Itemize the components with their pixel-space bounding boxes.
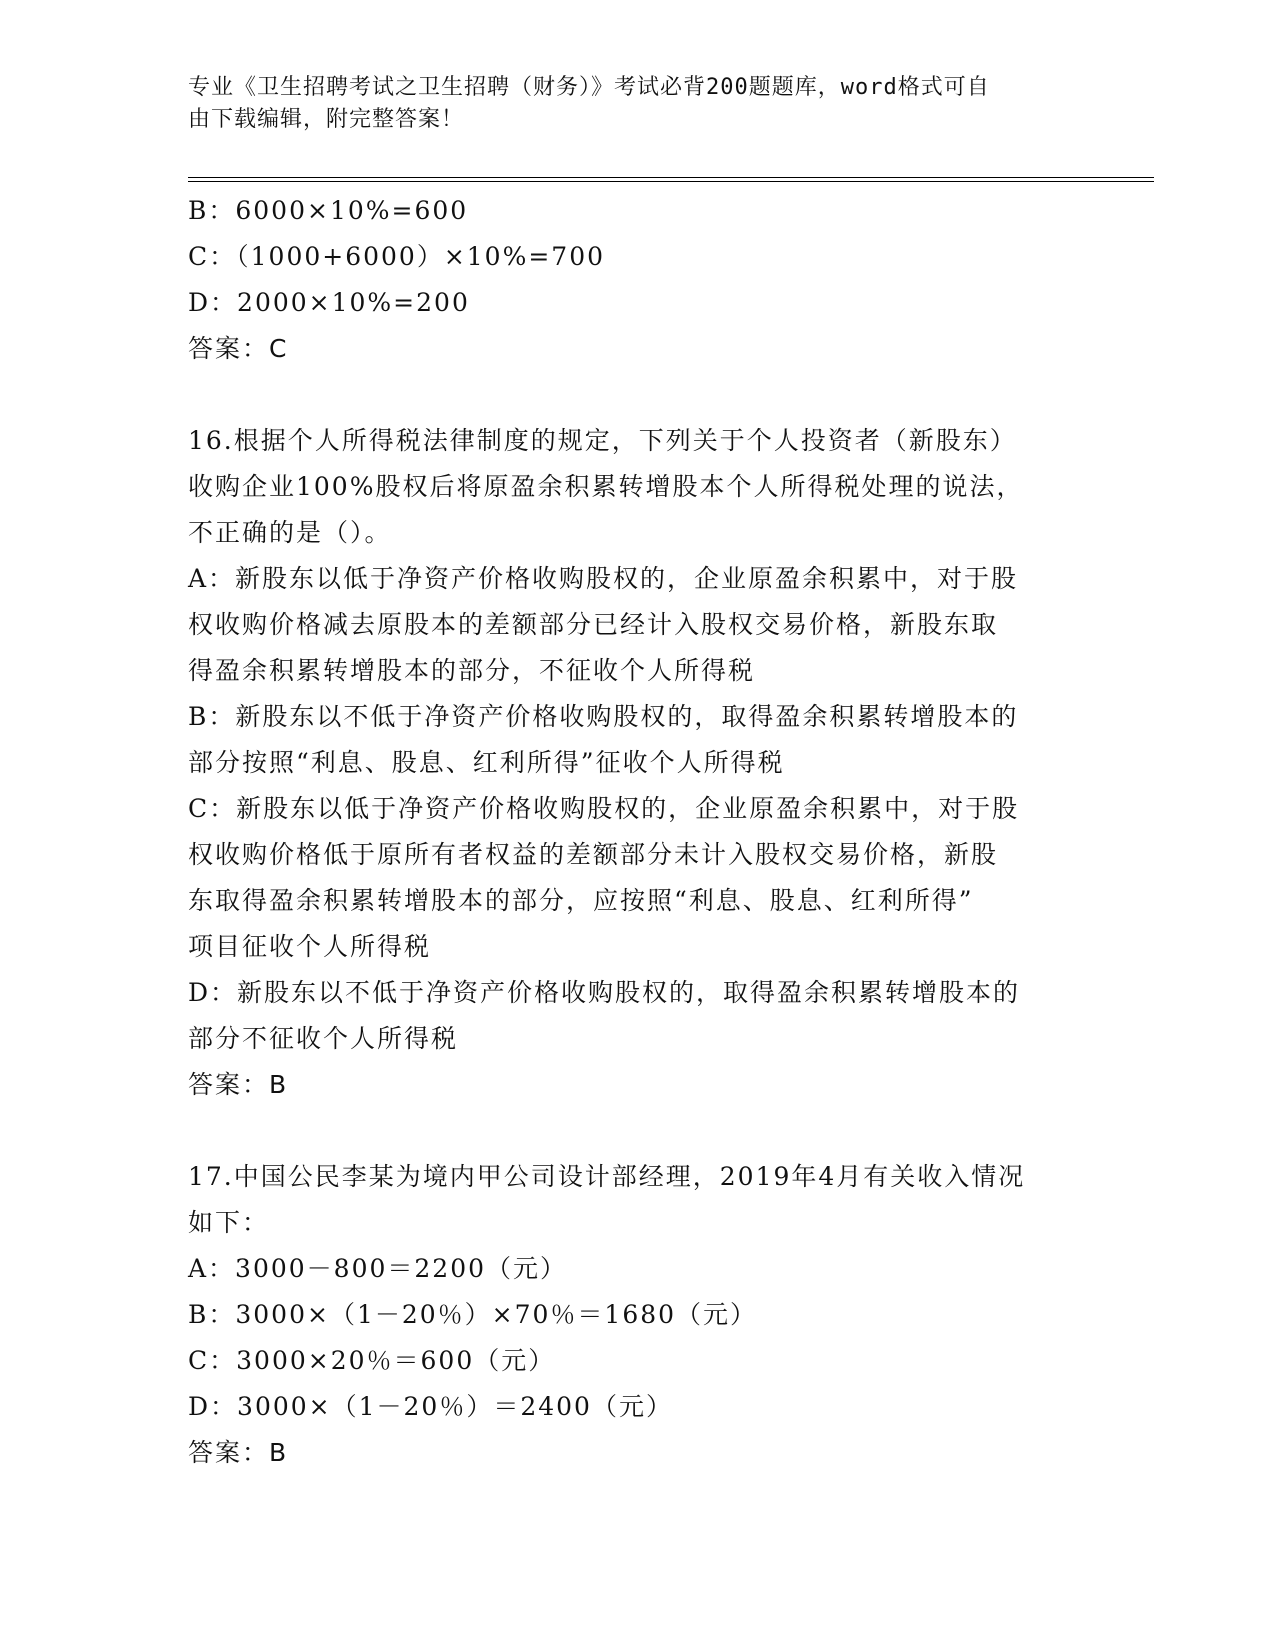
header-line-1: 专业《卫生招聘考试之卫生招聘（财务）》考试必背200题题库，word格式可自	[188, 75, 990, 100]
document-body	[188, 188, 1088, 1476]
option-b: B：6000×10%=600	[188, 196, 469, 225]
option-c-line: 权收购价格低于原所有者权益的差额部分未计入股权交易价格，新股	[188, 840, 999, 869]
option-a-line: 权收购价格减去原股本的差额部分已经计入股权交易价格，新股东取	[188, 610, 999, 639]
header-divider-top	[188, 177, 1154, 178]
question-16	[188, 418, 1088, 1108]
option-c: C：（1000+6000）×10%=700	[188, 242, 606, 271]
question-stem-line: 不正确的是（）。	[188, 518, 392, 547]
question-stem-line: 17.中国公民李某为境内甲公司设计部经理，2019年4月有关收入情况	[188, 1162, 1026, 1191]
answer-line: 答案：C	[188, 334, 289, 363]
option-b-line: 部分按照“利息、股息、红利所得”征收个人所得税	[188, 748, 785, 777]
option-a-line: 得盈余积累转增股本的部分，不征收个人所得税	[188, 656, 756, 685]
option-a-line: A：新股东以低于净资产价格收购股权的，企业原盈余积累中，对于股	[188, 564, 1019, 593]
option-d-line: D：新股东以不低于净资产价格收购股权的，取得盈余积累转增股本的	[188, 978, 1021, 1007]
header-line-2: 由下载编辑，附完整答案！	[188, 107, 465, 132]
question-stem-line: 收购企业100%股权后将原盈余积累转增股本个人所得税处理的说法，	[188, 472, 1024, 501]
question-stem-line: 16.根据个人所得税法律制度的规定，下列关于个人投资者（新股东）	[188, 426, 1017, 455]
question-stem-line: 如下：	[188, 1208, 270, 1237]
option-c-line: 东取得盈余积累转增股本的部分，应按照“利息、股息、红利所得”	[188, 886, 974, 915]
option-a: A：3000－800＝2200（元）	[188, 1254, 568, 1283]
option-c-line: 项目征收个人所得税	[188, 932, 432, 961]
option-d-line: 部分不征收个人所得税	[188, 1024, 459, 1053]
option-d: D：2000×10%=200	[188, 288, 470, 317]
option-b: B：3000×（1－20％）×70％＝1680（元）	[188, 1300, 758, 1329]
question-15	[188, 188, 1088, 372]
header-divider-bottom	[188, 181, 1154, 182]
option-b-line: B：新股东以不低于净资产价格收购股权的，取得盈余积累转增股本的	[188, 702, 1019, 731]
option-d: D：3000×（1－20％）＝2400（元）	[188, 1392, 673, 1421]
question-17	[188, 1154, 1088, 1476]
option-c: C：3000×20％＝600（元）	[188, 1346, 556, 1375]
document-header	[188, 72, 1068, 136]
spacer	[188, 372, 1088, 418]
answer-line: 答案：B	[188, 1438, 289, 1467]
spacer	[188, 1108, 1088, 1154]
option-c-line: C：新股东以低于净资产价格收购股权的，企业原盈余积累中，对于股	[188, 794, 1020, 823]
answer-line: 答案：B	[188, 1070, 289, 1099]
